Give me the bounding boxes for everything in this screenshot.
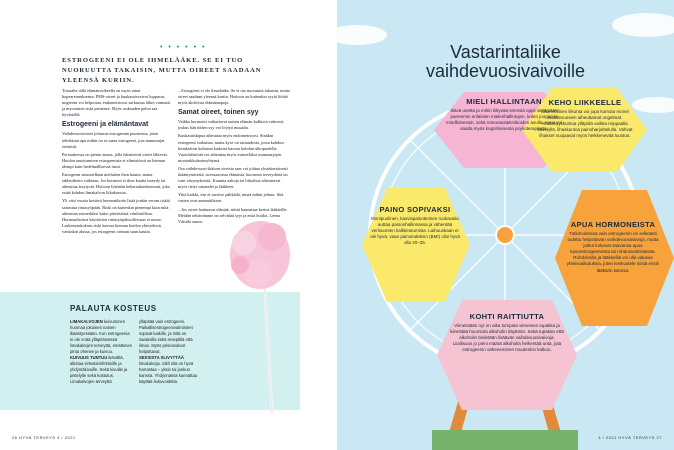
hex-title: PAINO SOPIVAKSI xyxy=(379,205,451,214)
run-in-heading: KUIVUUS TUNTUU xyxy=(70,355,108,360)
hex-title: KOHTI RAITTIUTTA xyxy=(469,312,545,321)
body-paragraph: Toisaalta tällä elämänvaiheella on myös omat hopeareunuksensa: PMS-oireet ja kuukautisvaivat loppuvat, migreeni voi helpottaa, endometrioosi surkastua lähes varmasti ja myoomien riski pienenee. Myös raskauden pelon saa hyvästellä. xyxy=(62,88,171,118)
body-paragraph: – Estrogeeni ei ole ihmelääke. Se ei tuo nuoruutta takaisin, mutta oireet saadaan yleensä kuriin. Hoitoon on kuitenkin syytä liittää myös aktiivista elämäntapoja. xyxy=(178,88,290,106)
sidebar-text: ylläpitää vain estrogeeni. Paikallisestrogeenivalmisteet sopivat kaikille, ja niitä on saatavilla sekä reseptillä että ilman. Myös prisoovalvat helpottavat. xyxy=(139,319,193,354)
sidebar-text: kuivuminen huomaa jokainen nainen ikääntyessään. Kun estrogeenia ei ole enää ylläpitämässä limakalvojen terveyttä, emättimen pinta ohenee ja kuivuu. xyxy=(70,319,133,354)
hex-label-hormones xyxy=(563,220,663,274)
body-column-1 xyxy=(62,88,174,237)
subheading: Samat oireet, toinen syy xyxy=(178,109,259,117)
hex-text: Viimeistään nyt on aika tumpata viimeinen tupakka ja kiinnittää huomiota alkoholin käyttöön. Sekä tupakan että alkoholin tiedetään lisäävän vaihdevuosivaivoja. Liiallisuus jo pieni määrä alkoholia heikentää unta, jota estrogeenin väheneminen muutenkin katkoo. xyxy=(450,323,564,353)
hex-title: MIELI HALLINTAAN xyxy=(466,97,542,106)
title-line: Vastarintaliike xyxy=(450,42,561,62)
lead-paragraph: ESTROGEENI EI OLE IHMELÄÄKE. SE EI TUO NUORUUTTA TAKAISIN, MUTTA OIREET SAADAAN YLEENSÄ KURIIN. xyxy=(62,57,262,84)
sidebar-box-column-2 xyxy=(139,319,203,385)
hex-label-body xyxy=(535,98,635,139)
page-folio: 26 HYVÄ TERVEYS 4 / 2021 xyxy=(12,435,76,440)
hex-text: Tutkimuksissa vain estrogeenin on selkeästi todettu helpottavan vaihdevuosivaivoja, mutta jotkut kokevat saavansa apua kasviestrogeeneista tai rohdosvalmisteista. Rohdoksilla ja lääkkeillä voi olla vakavia yhteisvaikutuksia, joten keskustele niistä ensin lääkärin kanssa. xyxy=(566,231,660,273)
title-line: vaihdevuosivaivoille xyxy=(425,61,586,81)
sidebar-text: limakalvoja. Sikli sitä on hyvä harrastaa – yksin tai jonkun kanssa. Yhdynnässä kannattaa käyttää liukuvoidetta. xyxy=(139,361,198,384)
run-in-heading: SEKSISTA SLIVYTTÄÄ xyxy=(139,355,184,360)
subheading: Estrogeeni ja elämäntavat xyxy=(62,121,149,129)
body-paragraph: – Jos oireet haittaavat elämää, niistä kannattaa kertoa lääkärille. Meidän tehtävämme on selvittää syyt ja etsiä hoidot, Leena Väisälä sanoo. xyxy=(178,206,288,224)
run-in-heading: LIMAKALVOJEN xyxy=(70,319,103,324)
body-paragraph: Vaikka hormonit vaikuttavat naisen elämän kulkissa vahvasti, joskus häiriöiden syy voi löytyä muualta. xyxy=(178,119,285,131)
page-folio: 4 / 2021 HYVÄ TERVEYS 27 xyxy=(598,435,662,440)
body-paragraph: Osa vaihdevuosi-ikäisen oireista taas voi johtua yksinkertaisesti ikääntymisestä, stressaavasta elämästä, huonosta terveydestä tai vain väsymyksestä. Kuumia aaltoja tai liikoihoa aiheuttavat myös tietyt sairaudet ja lääkkeet. xyxy=(178,165,288,190)
cotton-candy-illustration xyxy=(222,215,302,415)
body-paragraph: Yli viisi vuotta kestävä hormonihoito lisää jonkin verran riskiä sairastua rintasyöpään. Riski on kuitenkin pienempi kuin mitä aiheuttaa esimerkiksi kaksi päivittäistä viinilasillista. Hormonihoitoa käyttävien rintasyöpäkuolleisuus ei nouse. Laskimotukoksen riski kasvaa hieman hoidon yhteydessä, varsinkin alussa, jos estrogeeni otetaan suun kautta. xyxy=(62,198,170,234)
sidebar-text: ikävältä, altistaa virtsatieinfektioille ja yhdyntäkivuille. Sekä kivuille ja pistelylle sekä kostutus. Limakalvojen terveyttä xyxy=(70,355,128,384)
body-paragraph: Kuukautiskipua aiheuttaa myös endometrioosi. Sinäkin estrogeeni vaikuttaa, mutta kyse on sairaudesta, jossa kohdun limakalvon kaltaista kudosta kasvaa kohdun ulkopuolella. Vuotohäiriöitä voi aiheuttaa myös esimerkiksi munasarjojen monirakkulaoireyhtymä. xyxy=(178,133,284,163)
hex-label-weight xyxy=(370,205,460,246)
hex-title: KEHO LIIKKEELLE xyxy=(548,98,622,107)
body-paragraph: Estrogeeni annostellaan mieluiten ihon kautta, mutta tabletithoito vaihtaan. Jos hormoni ei ihon kautta imeydy tai aiheuttaa ärsytystä. Hoitoon liitetään keltarauhashormoni, joka estää kohdun limakalvon liikakasvua. xyxy=(62,172,170,196)
body-column-2 xyxy=(178,88,290,227)
decorative-dots: • • • • • • xyxy=(160,44,207,51)
hex-text: Säännöllinen liikunta voi jopa kumota monet vaihdevuosien aiheuttamat ongelmat. Kestävyyskuntoa ylläpidä vaikka reippaalla kävelyllä, lihaskuntoa painoharjoittelulla. Vahvat lihakset suojaavat myös heikkenevää luustoa. xyxy=(537,109,633,139)
sidebar-box-title: PALAUTA KOSTEUS xyxy=(70,304,157,313)
right-page xyxy=(337,0,674,450)
hex-label-sobriety xyxy=(450,312,564,353)
sidebar-box-column-1 xyxy=(70,319,134,385)
body-paragraph: Vaihdevuosioireet johtuvat estrogeenin puutteesta, joten tehokkain apu niihin on se sama estrogeeni, jota munasarjat erittävät. xyxy=(62,131,165,149)
page-title xyxy=(337,43,674,81)
body-paragraph: Periaatteessa on pienin annos, jolla häiritsevät oireet lähtevät. Hoidon tauottamisen estrogeenista ei elimistössä on hieman alempi kuin hedelmällisessä iässä. xyxy=(62,151,168,169)
body-paragraph: Yhtä kaikki, itse ei tarvitse pähkäilä, mistä mikin johtuu. Sitä varten ovat ammattilaiset. xyxy=(178,192,284,204)
hex-title: APUA HORMONEISTA xyxy=(570,220,656,229)
hex-text: Ikävä unetta ja mihin liittyvää stressiä oppii sietämään paremmin erilaisten mielenhallintojen, kuten joogan ja mindfulnessin, sekä rentoutustekniikoiden avulla. Apua voi saada myös kognitiivisesta psykoterapiasta. xyxy=(445,108,563,132)
hex-text: Monipuolinen, kasvispainotteinen ruokavalio auttaa painonhallinnassa ja vähentää verisuonten kalkkeutumista. Laihuuskaan ei ole hyvä, vaan painoindeksin (BMI) olisi hyvä olla 20–25. xyxy=(370,216,460,246)
